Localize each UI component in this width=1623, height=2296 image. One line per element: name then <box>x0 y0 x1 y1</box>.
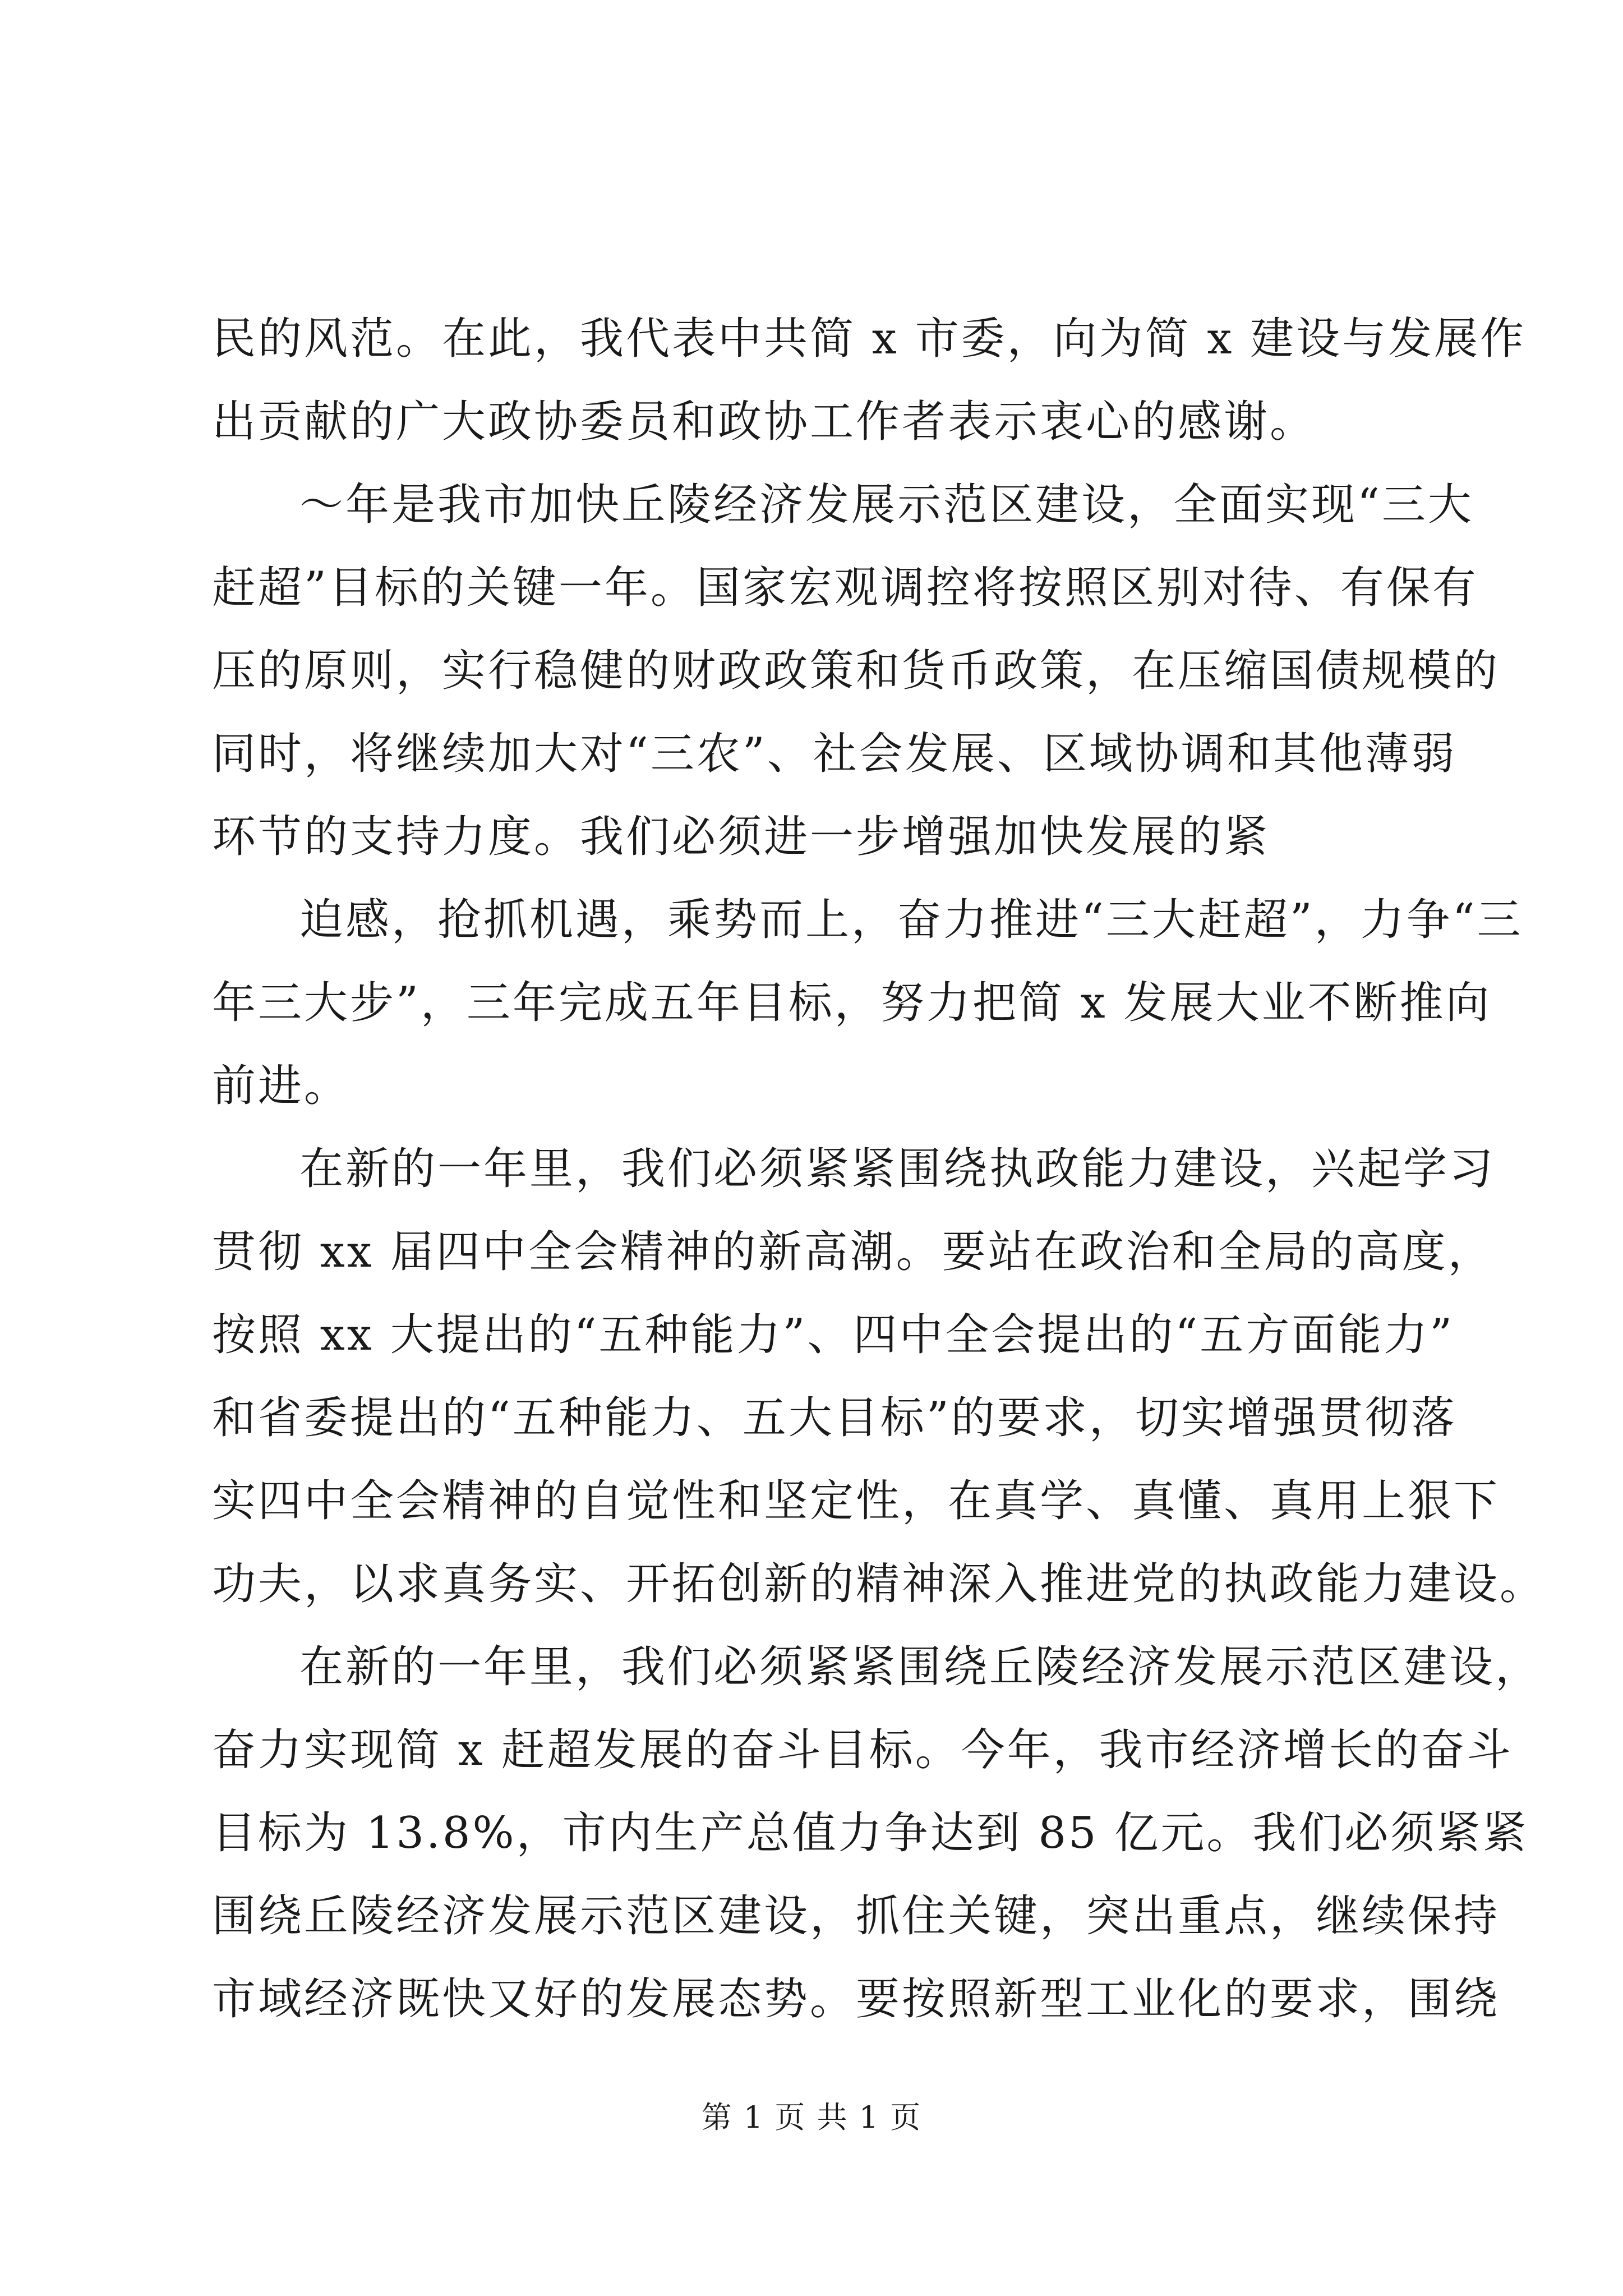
text-line: 实四中全会精神的自觉性和坚定性，在真学、真懂、真用上狠下 <box>212 1476 1500 1526</box>
text-line: ～年是我市加快丘陵经济发展示范区建设，全面实现“三大 <box>299 480 1474 530</box>
text-line: 和省委提出的“五种能力、五大目标”的要求，切实增强贯彻落 <box>212 1393 1457 1443</box>
text-line: 贯彻 xx 届四中全会精神的新高潮。要站在政治和全局的高度， <box>212 1227 1494 1277</box>
text-line: 年三大步”，三年完成五年目标，努力把简 x 发展大业不断推向 <box>212 978 1492 1028</box>
text-line: 在新的一年里，我们必须紧紧围绕丘陵经济发展示范区建设， <box>299 1642 1542 1692</box>
page-footer <box>0 2098 1623 2137</box>
text-line: 民的风范。在此，我代表中共简 x 市委，向为简 x 建设与发展作 <box>212 314 1527 364</box>
text-line: 按照 xx 大提出的“五种能力”、四中全会提出的“五方面能力” <box>212 1310 1455 1360</box>
text-line: 目标为 13.8%，市内生产总值力争达到 85 亿元。我们必须紧紧 <box>212 1808 1529 1858</box>
text-line: 市域经济既快又好的发展态势。要按照新型工业化的要求，围绕 <box>212 1974 1500 2024</box>
text-line: 在新的一年里，我们必须紧紧围绕执政能力建设，兴起学习 <box>299 1144 1496 1194</box>
text-line: 奋力实现简 x 赶超发展的奋斗目标。今年，我市经济增长的奋斗 <box>212 1725 1513 1775</box>
text-line: 前进。 <box>212 1061 351 1111</box>
text-line: 功夫，以求真务实、开拓创新的精神深入推进党的执政能力建设。 <box>212 1559 1546 1609</box>
text-line: 压的原则，实行稳健的财政政策和货币政策，在压缩国债规模的 <box>212 646 1500 696</box>
text-line: 环节的支持力度。我们必须进一步增强加快发展的紧 <box>212 812 1270 862</box>
text-line: 出贡献的广大政协委员和政协工作者表示衷心的感谢。 <box>212 397 1316 447</box>
body-text <box>212 297 1546 2041</box>
text-line: 同时，将继续加大对“三农”、社会发展、区域协调和其他薄弱 <box>212 729 1457 779</box>
text-line: 赶超”目标的关键一年。国家宏观调控将按照区别对待、有保有 <box>212 563 1478 613</box>
page-number-label: 第 1 页 共 1 页 <box>701 2100 922 2135</box>
text-line: 围绕丘陵经济发展示范区建设，抓住关键，突出重点，继续保持 <box>212 1891 1500 1941</box>
text-line: 迫感，抢抓机遇，乘势而上，奋力推进“三大赶超”，力争“三 <box>299 895 1523 945</box>
